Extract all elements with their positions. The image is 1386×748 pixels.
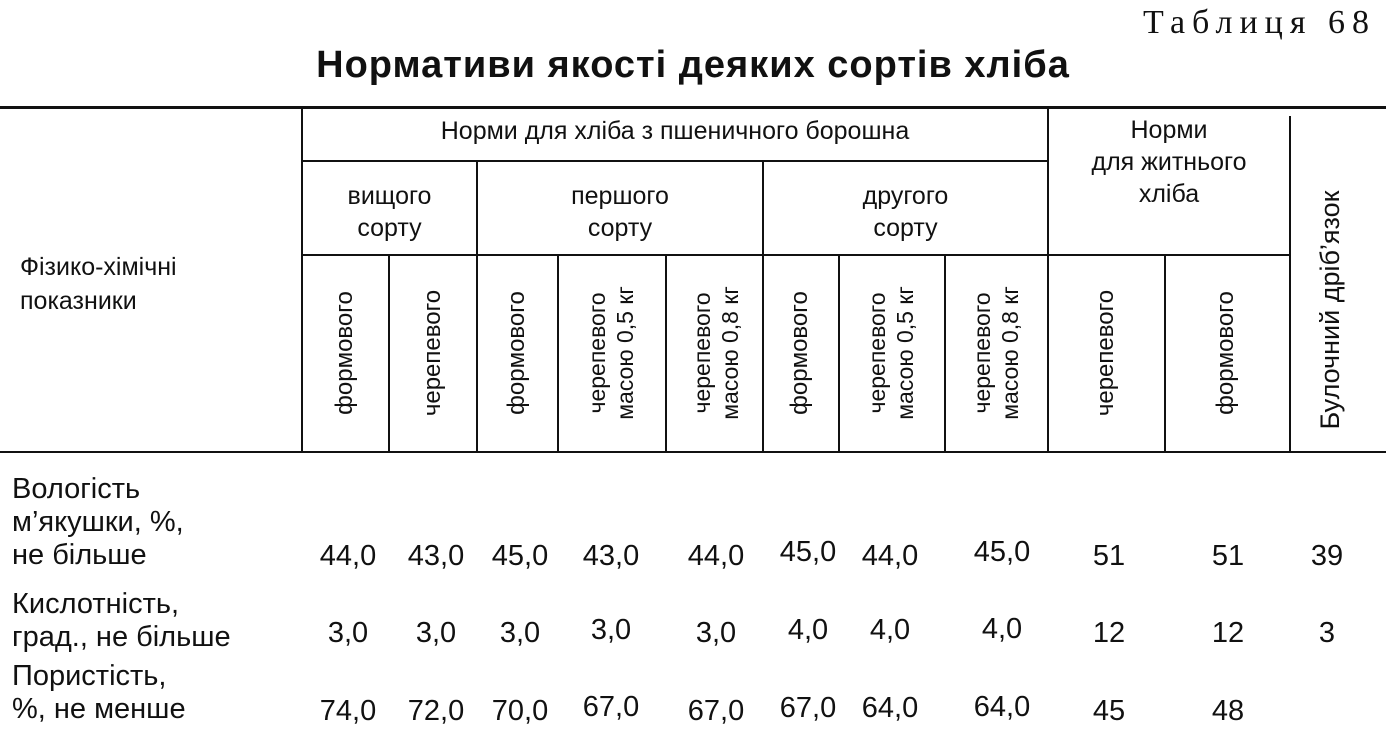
subcolumn-header-text: черепевого	[1092, 289, 1119, 417]
stub-header	[20, 250, 290, 318]
table-cell: 39	[1310, 540, 1344, 572]
subcol-divider	[944, 255, 946, 452]
row-label-line: град., не більше	[12, 621, 231, 653]
stub-divider	[301, 108, 303, 452]
table-cell: 4,0	[981, 613, 1023, 645]
table-cell: 48	[1211, 695, 1245, 727]
table-cell: 12	[1092, 617, 1126, 649]
table-cell: 4,0	[787, 614, 829, 646]
table-cell: 12	[1211, 617, 1245, 649]
table-cell: 72,0	[407, 695, 465, 727]
subcolumn-header-text: черепевого масою 0,5 кг	[864, 286, 918, 420]
table-cell: 3,0	[499, 617, 541, 649]
table-cell: 74,0	[319, 695, 377, 727]
grade-line: другого	[862, 182, 949, 210]
row-label-line: Вологість	[12, 473, 141, 505]
table-cell: 3,0	[590, 614, 632, 646]
subcol-divider	[557, 255, 559, 452]
grade-header-druhyi	[764, 180, 1047, 244]
bulochnyi-header-text: Булочний дріб’язок	[1315, 190, 1345, 430]
grade-line: першого	[571, 182, 669, 210]
subcolumn-header-text: черепевого	[419, 289, 446, 417]
grade-line: сорту	[873, 214, 938, 242]
table-cell: 70,0	[491, 695, 549, 727]
rye-group-line: хліба	[1138, 180, 1200, 208]
row-label-line: м’якушки, %,	[12, 506, 184, 538]
subcolumn-header-text: черепевого масою 0,8 кг	[689, 286, 743, 420]
grade-header-vyshchyi	[303, 180, 476, 244]
bulochnyi-divider	[1289, 116, 1291, 452]
table-top-rule	[0, 106, 1386, 109]
grade-line: вищого	[347, 182, 432, 210]
stub-header-line: Фізико-хімічні	[20, 253, 177, 281]
row-label-vologist	[12, 473, 302, 572]
table-cell: 43,0	[407, 540, 465, 572]
grade-line: сорту	[357, 214, 422, 242]
subcol-divider	[838, 255, 840, 452]
table-cell: 3,0	[327, 617, 369, 649]
table-cell: 45	[1092, 695, 1126, 727]
subcolumn-header-text: формового	[786, 291, 813, 415]
table-cell: 51	[1211, 540, 1245, 572]
subcolumn-header-text: формового	[503, 291, 530, 415]
row-label-porystist	[12, 660, 302, 726]
table-cell: 3,0	[415, 617, 457, 649]
table-cell: 64,0	[973, 691, 1031, 723]
table-cell: 44,0	[319, 540, 377, 572]
subcolumn-header-text: формового	[1212, 291, 1239, 415]
table-cell: 3,0	[695, 617, 737, 649]
row-label-line: %, не менше	[12, 693, 186, 725]
subheader-rule	[302, 254, 1289, 256]
header-bottom-rule	[0, 451, 1386, 453]
table-cell: 44,0	[687, 540, 745, 572]
subcolumn-header-text: черепевого масою 0,8 кг	[969, 286, 1023, 420]
table-cell: 67,0	[582, 691, 640, 723]
table-cell: 4,0	[869, 614, 911, 646]
row-label-kyslotnist	[12, 588, 302, 654]
subcol-divider	[1164, 255, 1166, 452]
grade-line: сорту	[587, 214, 653, 242]
table-cell: 45,0	[491, 540, 549, 572]
table-cell: 45,0	[973, 536, 1031, 568]
stub-header-line: показники	[20, 287, 137, 315]
table-cell: 67,0	[779, 692, 837, 724]
rye-group-header	[1049, 114, 1289, 210]
table-number: Таблиця 68	[1143, 4, 1376, 41]
rye-group-line: для житнього	[1091, 148, 1247, 176]
row-label-line: не більше	[12, 539, 147, 571]
subcolumn-header-text: черепевого масою 0,5 кг	[584, 286, 638, 420]
table-cell: 45,0	[779, 536, 837, 568]
row-label-line: Пористість,	[12, 660, 167, 692]
wheat-group-rule	[302, 160, 1047, 162]
wheat-group-header: Норми для хліба з пшеничного борошна	[440, 117, 910, 145]
table-cell: 3	[1318, 617, 1336, 649]
subcolumn-header-text: формового	[331, 291, 358, 415]
table-cell: 64,0	[861, 692, 919, 724]
page-title: Нормативи якості деяких сортів хліба	[316, 44, 1070, 86]
table-cell: 51	[1092, 540, 1126, 572]
table-cell: 43,0	[582, 540, 640, 572]
table-cell: 67,0	[687, 695, 745, 727]
row-label-line: Кислотність,	[12, 588, 180, 620]
grade-header-pershyi	[478, 180, 762, 244]
subcol-divider	[665, 255, 667, 452]
rye-group-line: Норми	[1130, 116, 1208, 144]
subcol-divider	[388, 255, 390, 452]
table-cell: 44,0	[861, 540, 919, 572]
